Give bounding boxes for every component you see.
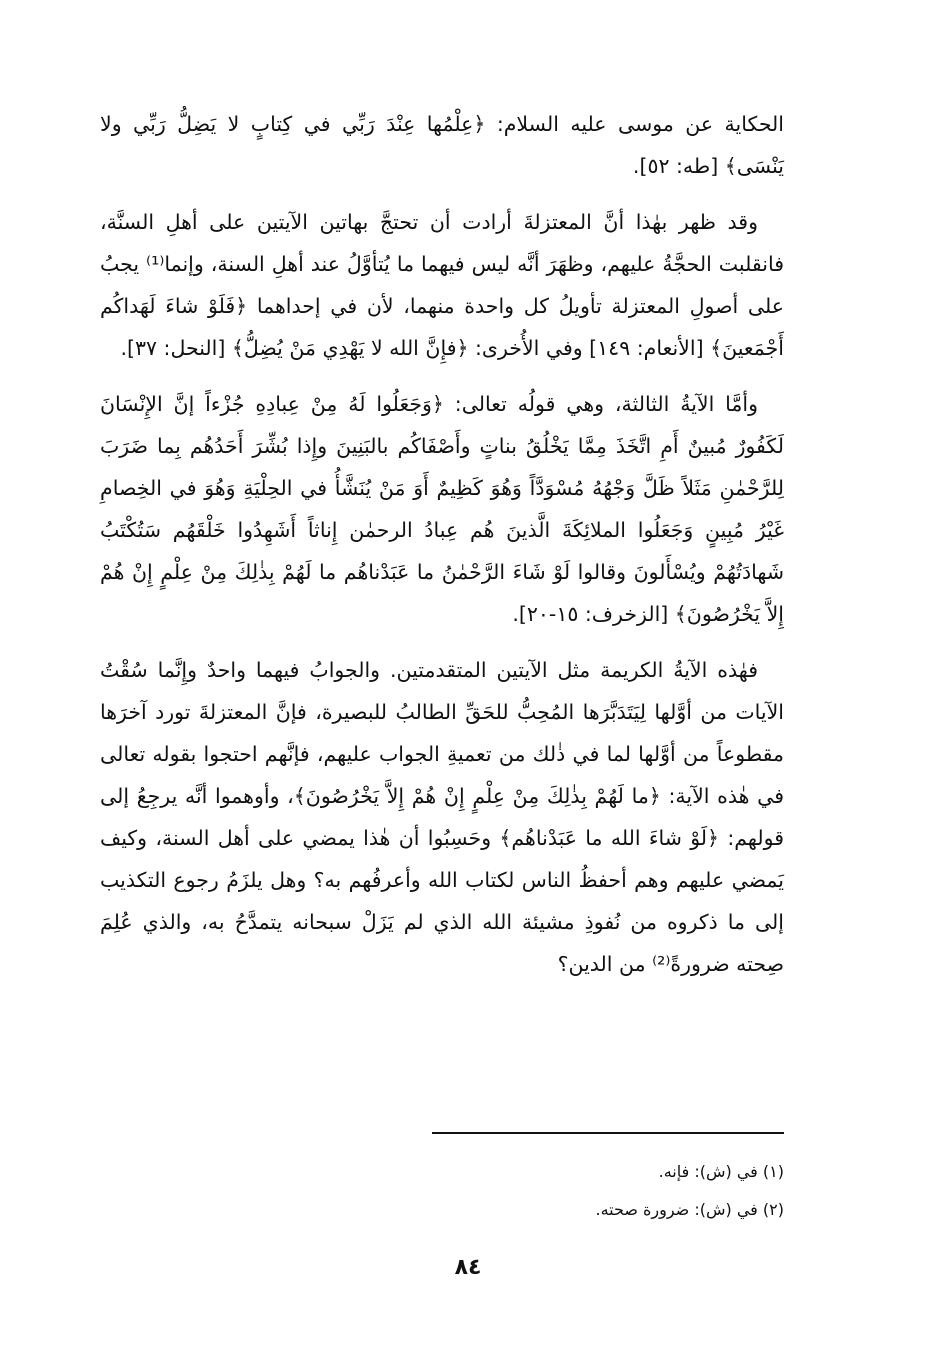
footnotes [432,1153,784,1229]
paragraph-1: الحكاية عن موسى عليه السلام: ﴿عِلْمُها عِنْدَ رَبِّي في كِتابٍ لا يَضِلُّ رَبِّي ولا يَنْسَى﴾ [طه: ٥٢]. [100,112,784,178]
page-number: ٨٤ [454,1255,482,1280]
footnote-1: (١) في (ش): فإنه. [658,1162,784,1181]
paragraph-4: فهٰذه الآيةُ الكريمة مثل الآيتين المتقدمتين. والجوابُ فيهما واحدٌ وإِنَّما سُقْتُ الآيات من أوَّلها لِيَتَدَبَّرَها المُحِبُّ للحَقِّ الطالبُ للبصيرة، فإنَّ المعتزلةَ تورد آخرَها مقطوعاً من أوَّلها لما في ذٰلك من تعميةِ الجواب عليهم، فإنَّهم احتجوا بقوله تعالى في هٰذه الآية: ﴿ما لَهُمْ بِذٰلِكَ مِنْ عِلْمٍ إِنْ هُمْ إِلاَّ يَخْرُصُونَ﴾، وأوهموا أنَّه يرجِعُ إلى قولهم: ﴿لَوْ شاءَ الله ما عَبَدْناهُم﴾ وحَسِبُوا أن هٰذا يمضي على أهل السنة، وكيف يَمضي عليهم وهم أحفظُ الناس لكتاب الله وأعرفُهم به؟ وهل يلزَمُ رجوع التكذيب إلى ما ذكروه من نُفوذِ مشيئة الله الذي لم يَزَلْ سبحانه يتمدَّحُ به، والذي عُلِمَ صِحته ضرورةً⁽²⁾ من الدين؟ [100,658,784,976]
main-text [100,103,784,999]
paragraph-3: وأمَّا الآيةُ الثالثة، وهي قولُه تعالى: ﴿وَجَعَلُوا لَهُ مِنْ عِبادِهِ جُزْءاً إنَّ الإِنْسَانَ لَكَفُورٌ مُبينٌ أَمِ اتَّخَذَ مِمَّا يَخْلُقُ بناتٍ وأَصْفَاكُم بالبَنِينَ وإِذا بُشِّرَ أَحَدُهُم بِما ضَرَبَ لِلرَّحْمٰنِ مَثَلاً ظَلَّ وَجْهُهُ مُسْوَدَّاً وَهُوَ كَظِيمٌ أَوَ مَنْ يُنَشَّأُ في الحِلْيَةِ وَهُوَ في الخِصامِ غَيْرُ مُبِينٍ وَجَعَلُوا الملائِكَةَ الَّذينَ هُم عِبادُ الرحمٰن إِناثاً أَشَهِدُوا خَلْقَهُم سَتُكْتَبُ شَهادَتُهُمْ ويُسْأَلونَ وقالوا لَوْ شَاءَ الرَّحْمٰنُ ما عَبَدْناهُم ما لَهُمْ بِذٰلِكَ مِنْ عِلْمٍ إِنْ هُمْ إِلاَّ يَخْرُصُونَ﴾ [الزخرف: ١٥-٢٠]. [100,392,784,626]
footnote-divider [432,1132,784,1134]
paragraph-2: وقد ظهر بهٰذا أنَّ المعتزلةَ أرادت أن تحتجَّ بهاتين الآيتين على أهلِ السنَّة، فانقلبت الحجَّةُ عليهم، وظهَرَ أنَّه ليس فيهما ما يُتأوَّلُ عند أهلِ السنة، وإنما⁽¹⁾ يجبُ على أصولِ المعتزلة تأويلُ كل واحدة منهما، لأن في إحداهما ﴿فَلَوْ شاءَ لَهَداكُم أَجْمَعينَ﴾ [الأنعام: ١٤٩] وفي الأُخرى: ﴿فإِنَّ الله لا يَهْدِي مَنْ يُضِلُّ﴾ [النحل: ٣٧]. [100,210,784,360]
footnote-2: (٢) في (ش): ضرورة صحته. [595,1200,784,1219]
